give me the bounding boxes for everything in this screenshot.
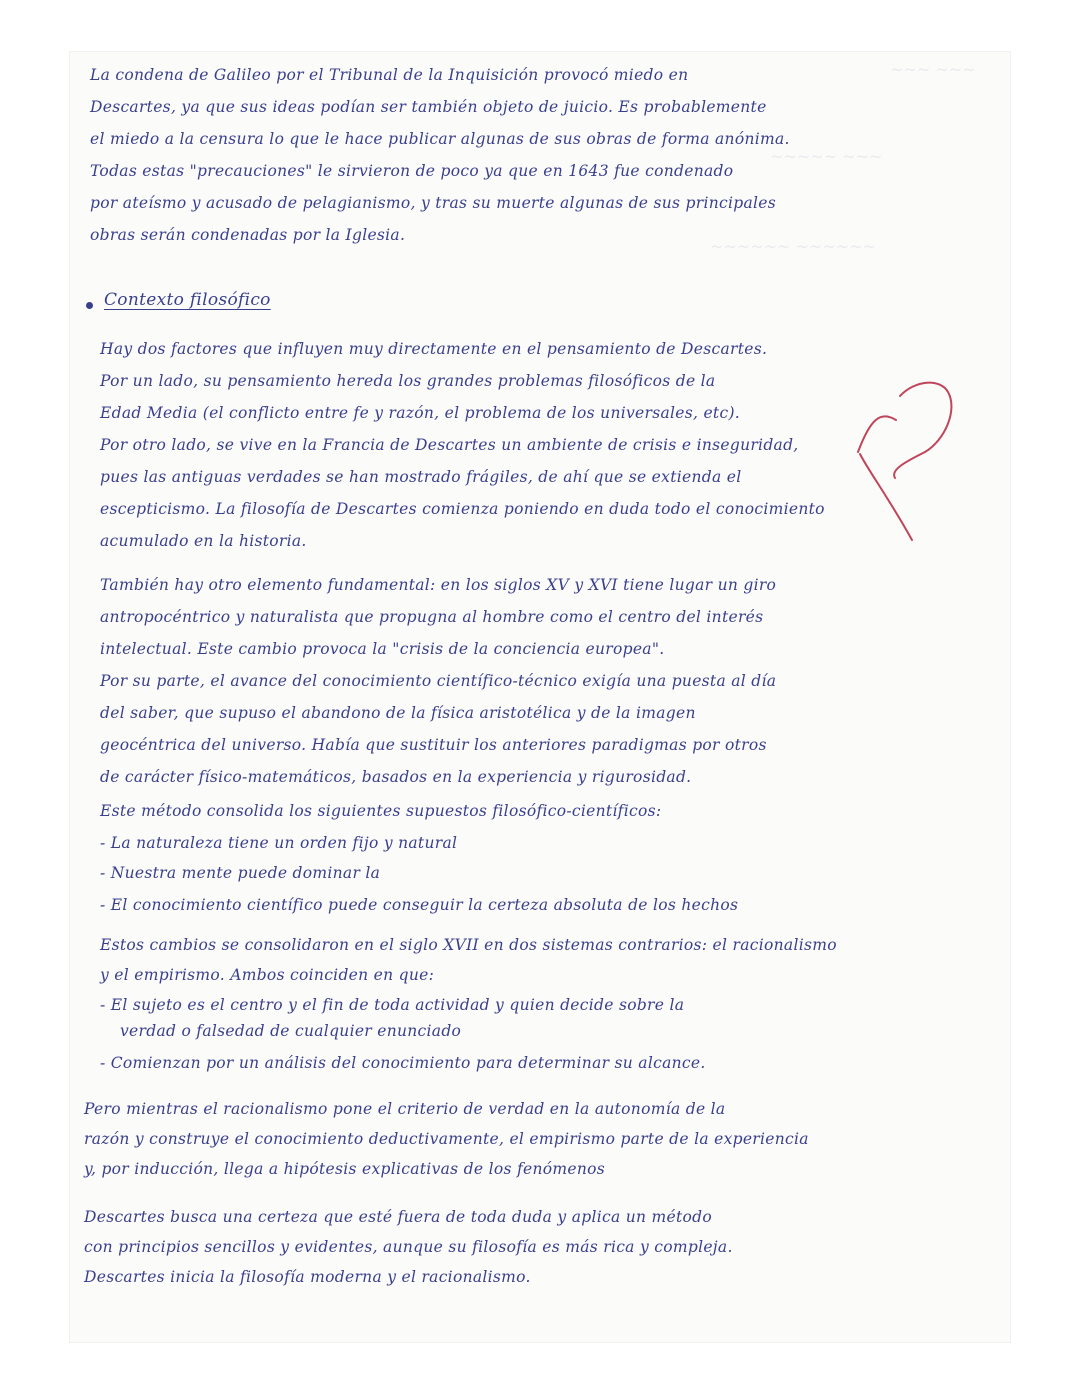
text-line: geocéntrica del universo. Había que sustituir los anteriores paradigmas por otros — [100, 736, 767, 754]
text-line: Todas estas "precauciones" le sirvieron de poco ya que en 1643 fue condenado — [90, 162, 734, 180]
text-line: del saber, que supuso el abandono de la física aristotélica y de la imagen — [100, 704, 696, 722]
list-item: - El sujeto es el centro y el fin de toda actividad y quien decide sobre la — [100, 996, 685, 1014]
text-line: obras serán condenadas por la Iglesia. — [90, 226, 406, 244]
list-item: - Nuestra mente puede dominar la — [100, 864, 381, 882]
text-line: Descartes, ya que sus ideas podían ser también objeto de juicio. Es probablemente — [90, 98, 767, 116]
bleed-through-text: ~~~~~ ~~~ — [770, 147, 883, 166]
section-heading: Contexto filosófico — [104, 290, 271, 310]
text-line: acumulado en la historia. — [100, 532, 307, 550]
text-line: el miedo a la censura lo que le hace publicar algunas de sus obras de forma anónima. — [90, 130, 790, 148]
text-line: Hay dos factores que influyen muy directamente en el pensamiento de Descartes. — [100, 340, 768, 358]
text-line: y, por inducción, llega a hipótesis explicativas de los fenómenos — [84, 1160, 606, 1178]
bleed-through-text: ~~~ ~~~ — [890, 60, 976, 79]
text-line: con principios sencillos y evidentes, aunque su filosofía es más rica y compleja. — [84, 1238, 733, 1256]
text-line: escepticismo. La filosofía de Descartes comienza poniendo en duda todo el conocimiento — [100, 500, 825, 518]
text-line: antropocéntrico y naturalista que propugna al hombre como el centro del interés — [100, 608, 764, 626]
text-line: Descartes busca una certeza que esté fuera de toda duda y aplica un método — [84, 1208, 712, 1226]
text-line: También hay otro elemento fundamental: en los siglos XV y XVI tiene lugar un giro — [100, 576, 777, 594]
text-line: razón y construye el conocimiento deductivamente, el empirismo parte de la experiencia — [84, 1130, 809, 1148]
text-line: Estos cambios se consolidaron en el siglo XVII en dos sistemas contrarios: el racionalismo — [100, 936, 837, 954]
text-line: Por otro lado, se vive en la Francia de Descartes un ambiente de crisis e inseguridad, — [100, 436, 799, 454]
text-line: intelectual. Este cambio provoca la "crisis de la conciencia europea". — [100, 640, 665, 658]
text-line: pues las antiguas verdades se han mostrado frágiles, de ahí que se extienda el — [100, 468, 742, 486]
text-line: Por su parte, el avance del conocimiento científico-técnico exigía una puesta al día — [100, 672, 777, 690]
text-line: La condena de Galileo por el Tribunal de la Inquisición provocó miedo en — [90, 66, 689, 84]
list-item: - La naturaleza tiene un orden fijo y natural — [100, 834, 458, 852]
text-line: por ateísmo y acusado de pelagianismo, y tras su muerte algunas de sus principales — [90, 194, 776, 212]
text-line: y el empirismo. Ambos coinciden en que: — [100, 966, 435, 984]
text-line: Descartes inicia la filosofía moderna y el racionalismo. — [84, 1268, 531, 1286]
bleed-through-text: ~~~~~~ ~~~~~~ — [710, 237, 876, 256]
text-line: Pero mientras el racionalismo pone el criterio de verdad en la autonomía de la — [84, 1100, 726, 1118]
text-line: de carácter físico-matemáticos, basados en la experiencia y rigurosidad. — [100, 768, 692, 786]
text-line: Este método consolida los siguientes supuestos filosófico-científicos: — [100, 802, 662, 820]
text-line: Edad Media (el conflicto entre fe y razón, el problema de los universales, etc). — [100, 404, 741, 422]
list-item: - Comienzan por un análisis del conocimiento para determinar su alcance. — [100, 1054, 706, 1072]
list-item-continuation: verdad o falsedad de cualquier enunciado — [120, 1022, 462, 1040]
list-item: - El conocimiento científico puede conseguir la certeza absoluta de los hechos — [100, 896, 739, 914]
text-line: Por un lado, su pensamiento hereda los grandes problemas filosóficos de la — [100, 372, 716, 390]
